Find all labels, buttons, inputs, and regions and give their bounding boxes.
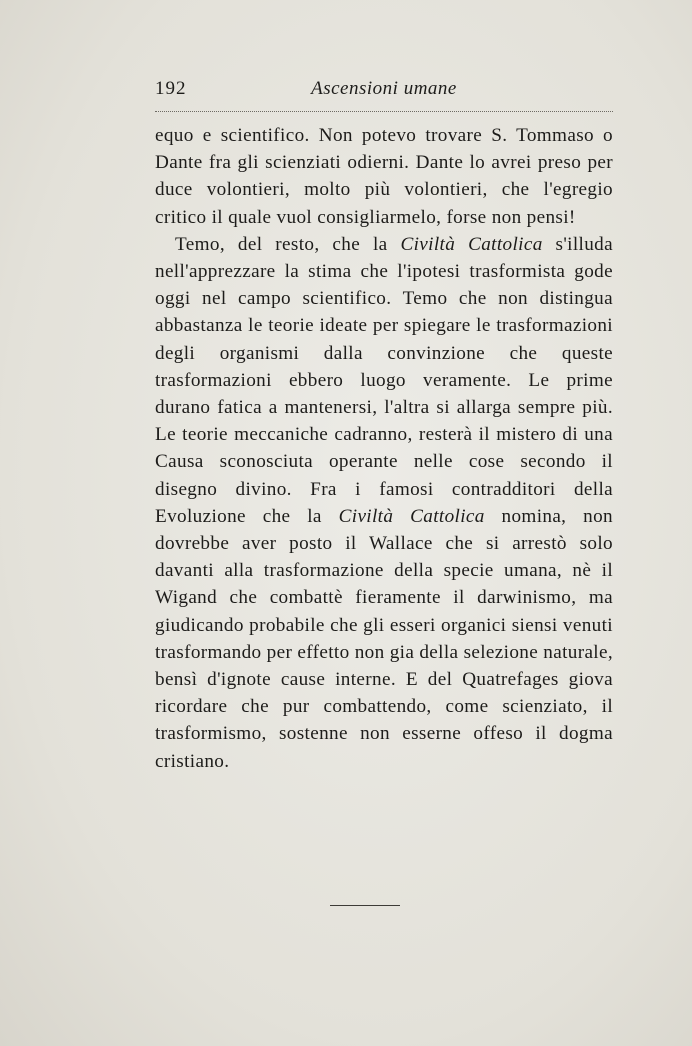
journal-title-1: Civiltà Cattolica [400,233,543,255]
paragraph-2-text-1: Temo, del resto, che la [175,233,401,255]
body-text [155,122,613,775]
running-head [155,78,613,104]
paragraph-2-text-3: nomina, non dovrebbe aver posto il Wallace che si arrestò solo davanti alla trasformazione della specie umana, nè il Wigand che combattè fieramente il darwinismo, ma giudicando probabile che gli esseri organici siensi venuti trasformando per effetto non gia della selezione naturale, bensì d'ignote cause interne. E del Quatrefages giova ricordare che pur combattendo, come scienziato, il trasformismo, sostenne non esserne offeso il dogma cristiano. [155,505,613,772]
paragraph-2 [155,231,613,775]
running-title: Ascensioni umane [311,78,457,99]
paragraph-1: equo e scientifico. Non potevo trovare S. Tommaso o Dante fra gli scienziati odierni. Dante lo avrei preso per duce volontieri, molto più volontieri, che l'egregio critico il quale vuol consigliarmelo, forse non pensi! [155,125,613,228]
page-number: 192 [155,78,187,99]
section-end-rule [330,905,400,906]
paragraph-2-text-2: s'illuda nell'apprezzare la stima che l'ipotesi trasformista gode oggi nel campo scientifico. Temo che non distingua abbastanza le teorie ideate per spiegare le trasformazioni degli organismi dalla convinzione che queste trasformazioni ebbero luogo veramente. Le prime durano fatica a mantenersi, l'altra si allarga sempre più. Le teorie meccaniche cadranno, resterà il mistero di una Causa sconosciuta operante nelle cose secondo il disegno divino. Fra i famosi contradditori della Evoluzione che la [155,233,613,527]
header-dotted-rule [155,111,613,112]
journal-title-2: Civiltà Cattolica [338,505,485,527]
